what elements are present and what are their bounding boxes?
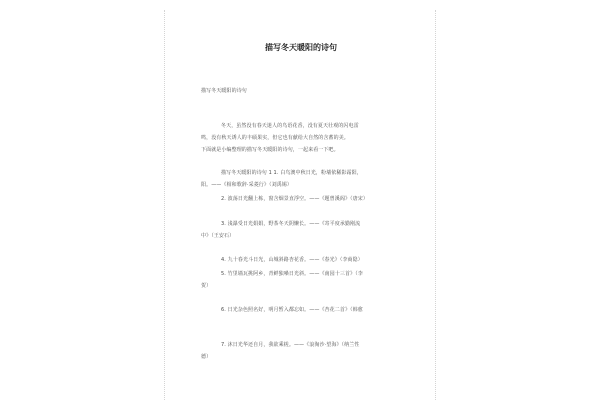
document-title: 描写冬天暖阳的诗句 bbox=[265, 43, 337, 52]
poem-line-3: 2. 波荡日光翻上栋，窗含烟景直浮空。——《题曾溪阁》（唐宋） bbox=[221, 196, 368, 202]
poem-line-7: 5. 竹里墙瓦挑阿乡，青鲜独嗓日光斜。——《南园十三首》（李 bbox=[221, 271, 363, 277]
poem-line-8: 贺） bbox=[201, 283, 212, 289]
intro-line-2: 鸣，没有秋天诱人的丰硕果实，但它也有献给大自然的含蓄的美。 bbox=[201, 135, 349, 141]
poem-line-11: 德） bbox=[201, 354, 212, 360]
intro-line-1: 冬天，虽然没有春天迷人的鸟语花香，没有夏天壮观的闪电雷 bbox=[221, 123, 359, 129]
poem-line-9: 6. 日光杂色照名好，明月暂入都忘如。——《杏花二首》（韩愈 bbox=[221, 307, 363, 313]
section-subtitle: 描写冬天暖阳的诗句 bbox=[201, 88, 247, 94]
poem-line-5: 中》（王安石） bbox=[201, 233, 235, 239]
poem-line-6: 4. 九十春光斗日光，山城斜路杏花香。——《春光》（李商隐） bbox=[221, 257, 363, 263]
document-page bbox=[164, 10, 436, 400]
poem-line-4: 3. 浅瀑受日光娟娟，野茶冬天阴懒长。——《寄平度承勤刚流 bbox=[221, 221, 361, 227]
poem-line-1: 描写冬天暖阳的诗句 1 1. 白鸟澳中秋日光，粉墙依稀影霜阳， bbox=[221, 170, 362, 176]
intro-line-3: 下面就是小编整理的描写冬天暖阳的诗句，一起来看一下吧。 bbox=[201, 147, 339, 153]
poem-line-10: 7. 沐日光华还自月，我欲乘槎。——《浪淘沙·望海》（纳兰性 bbox=[221, 342, 360, 348]
poem-line-2: 阳。——《相和歌辞·采菱行》（刘禹锡） bbox=[201, 182, 292, 188]
